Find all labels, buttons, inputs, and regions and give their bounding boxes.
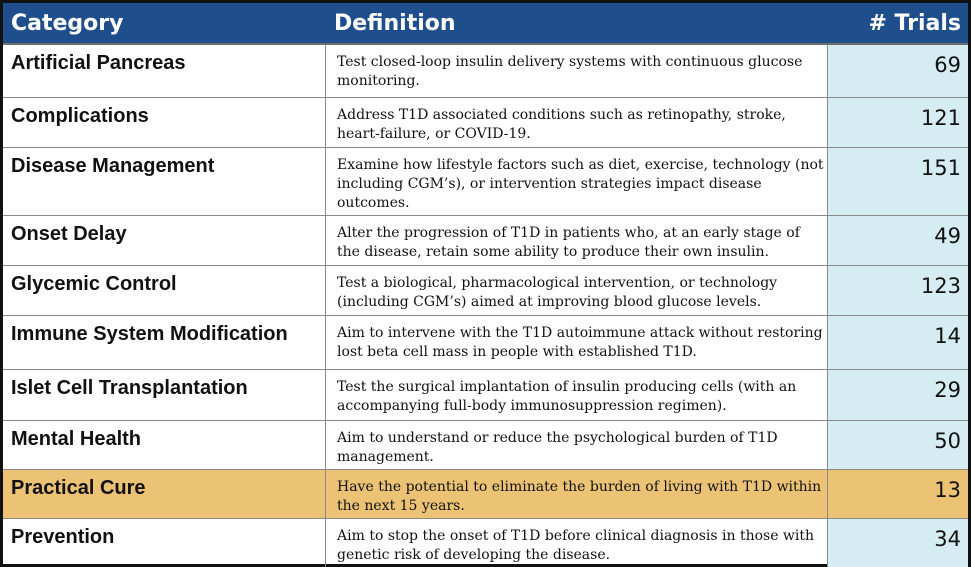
row-category: Islet Cell Transplantation	[3, 370, 326, 420]
row-category: Practical Cure	[3, 470, 326, 518]
table-row	[3, 45, 968, 98]
row-trials: 13	[828, 470, 968, 518]
row-trials: 69	[828, 45, 968, 97]
header-category: Category	[11, 11, 124, 36]
row-category: Disease Management	[3, 148, 326, 215]
table-row	[3, 266, 968, 316]
table-row	[3, 316, 968, 370]
row-definition: Test the surgical implantation of insulin producing cells (with an accompanying full-body immunosuppression regimen).	[326, 370, 828, 420]
row-definition: Aim to intervene with the T1D autoimmune attack without restoring lost beta cell mass in people with established T1D.	[326, 316, 828, 369]
header-trials: # Trials	[868, 11, 961, 36]
header-definition: Definition	[334, 11, 456, 36]
table-row	[3, 216, 968, 266]
row-category: Onset Delay	[3, 216, 326, 265]
table-header	[3, 3, 968, 45]
row-definition: Have the potential to eliminate the burden of living with T1D within the next 15 years.	[326, 470, 828, 518]
row-definition: Test a biological, pharmacological intervention, or technology (including CGM’s) aimed at improving blood glucose levels.	[326, 266, 828, 315]
row-category: Glycemic Control	[3, 266, 326, 315]
row-definition: Test closed-loop insulin delivery systems with continuous glucose monitoring.	[326, 45, 828, 97]
table-row	[3, 98, 968, 148]
row-trials: 123	[828, 266, 968, 315]
row-trials: 50	[828, 421, 968, 469]
row-category: Complications	[3, 98, 326, 147]
row-category: Mental Health	[3, 421, 326, 469]
row-definition: Aim to understand or reduce the psychological burden of T1D management.	[326, 421, 828, 469]
row-trials: 49	[828, 216, 968, 265]
row-category: Prevention	[3, 519, 326, 567]
table-row-highlighted	[3, 470, 968, 519]
table-row	[3, 421, 968, 470]
row-category: Immune System Modification	[3, 316, 326, 369]
row-trials: 14	[828, 316, 968, 369]
row-category: Artificial Pancreas	[3, 45, 326, 97]
row-definition: Alter the progression of T1D in patients who, at an early stage of the disease, retain some ability to produce their own insulin.	[326, 216, 828, 265]
row-trials: 151	[828, 148, 968, 215]
row-trials: 34	[828, 519, 968, 567]
row-trials: 121	[828, 98, 968, 147]
table-row	[3, 519, 968, 567]
table-row	[3, 370, 968, 421]
row-definition: Examine how lifestyle factors such as diet, exercise, technology (not including CGM’s), or intervention strategies impact disease outcomes.	[326, 148, 828, 215]
table-row	[3, 148, 968, 216]
row-trials: 29	[828, 370, 968, 420]
row-definition: Aim to stop the onset of T1D before clinical diagnosis in those with genetic risk of developing the disease.	[326, 519, 828, 567]
row-definition: Address T1D associated conditions such as retinopathy, stroke, heart-failure, or COVID-19.	[326, 98, 828, 147]
